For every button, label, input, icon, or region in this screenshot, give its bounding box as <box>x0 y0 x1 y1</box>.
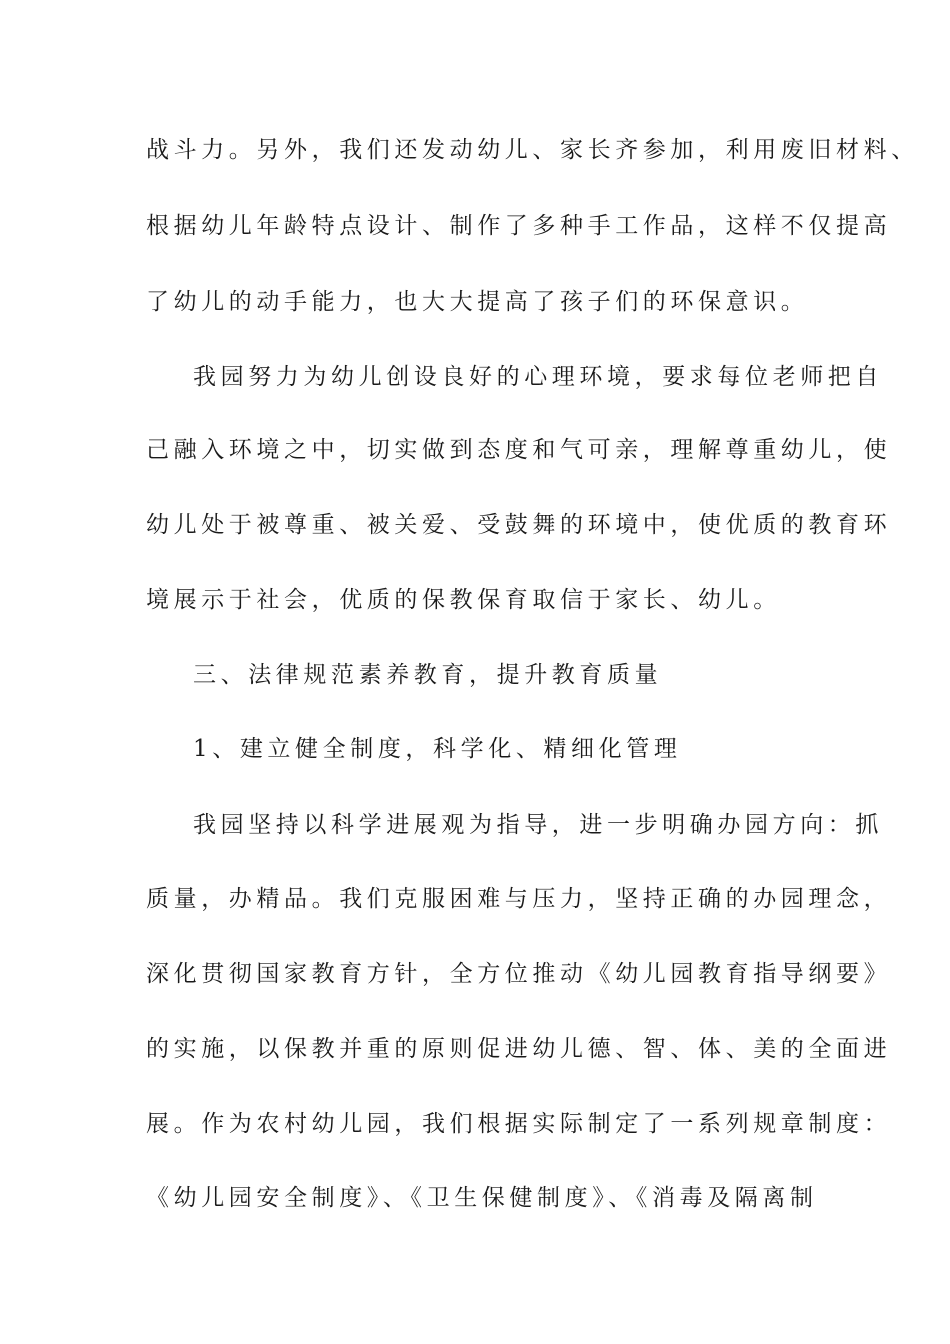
paragraph-line: 《幼儿园安全制度》、《卫生保健制度》、《消毒及隔离制 <box>146 1185 818 1211</box>
paragraph-line: 幼儿处于被尊重、被关爱、受鼓舞的环境中，使优质的教育环 <box>146 512 892 538</box>
paragraph-line: 的实施，以保教并重的原则促进幼儿德、智、体、美的全面进 <box>146 1036 892 1062</box>
paragraph-line: 己融入环境之中，切实做到态度和气可亲，理解尊重幼儿，使 <box>146 437 892 463</box>
paragraph-line: 展。作为农村幼儿园，我们根据实际制定了一系列规章制度： <box>146 1111 892 1137</box>
paragraph-line: 了幼儿的动手能力，也大大提高了孩子们的环保意识。 <box>146 289 809 315</box>
paragraph-line: 战斗力。另外，我们还发动幼儿、家长齐参加，利用废旧材料、 <box>146 137 919 163</box>
paragraph-line: 我园努力为幼儿创设良好的心理环境，要求每位老师把自 <box>193 364 883 390</box>
paragraph-line: 境展示于社会，优质的保教保育取信于家长、幼儿。 <box>146 587 781 613</box>
paragraph-line: 我园坚持以科学进展观为指导，进一步明确办园方向：抓 <box>193 812 883 838</box>
paragraph-line: 质量，办精品。我们克服困难与压力，坚持正确的办园理念， <box>146 886 892 912</box>
section-heading: 三、法律规范素养教育，提升教育质量 <box>193 662 663 688</box>
paragraph-line: 深化贯彻国家教育方针，全方位推动《幼儿园教育指导纲要》 <box>146 961 892 987</box>
subsection-heading: 1、建立健全制度，科学化、精细化管理 <box>193 736 682 762</box>
paragraph-line: 根据幼儿年龄特点设计、制作了多种手工作品，这样不仅提高 <box>146 213 892 239</box>
